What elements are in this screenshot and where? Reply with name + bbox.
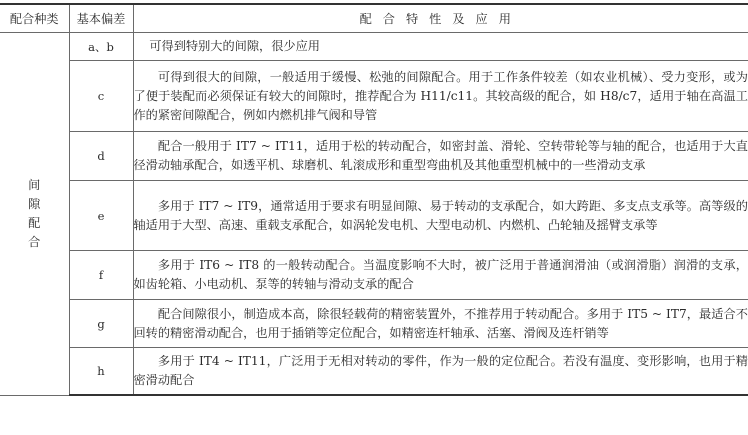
- header-basic-deviation: 基本偏差: [69, 4, 133, 33]
- description-text: 配合间隙很小，制造成本高，除很轻载荷的精密装置外，不推荐用于转动配合。多用于 IT5 ~ IT7，最适合不回转的精密滑动配合，也用于插销等定位配合，如精密连杆轴承、活塞、滑阀及连杆销等: [133, 306, 748, 340]
- fit-characteristics-table: [0, 3, 748, 396]
- table-row: [0, 132, 748, 181]
- deviation-cell: a、b: [69, 33, 133, 61]
- description-cell: [133, 300, 748, 348]
- table-row: [0, 300, 748, 348]
- description-cell: [133, 132, 748, 181]
- deviation-cell: f: [69, 251, 133, 300]
- deviation-cell: g: [69, 300, 133, 348]
- table-row: [0, 348, 748, 396]
- description-text: 多用于 IT6 ~ IT8 的一般转动配合。当温度影响不大时，被广泛用于普通润滑油（或润滑脂）润滑的支承，如齿轮箱、小电动机、泵等的转轴与滑动支承的配合: [133, 258, 748, 291]
- deviation-cell: e: [69, 181, 133, 251]
- description-cell: [133, 33, 748, 61]
- table-row: [0, 33, 748, 61]
- deviation-cell: d: [69, 132, 133, 181]
- deviation-cell: h: [69, 348, 133, 396]
- description-cell: [133, 251, 748, 300]
- table-row: [0, 181, 748, 251]
- description-text: 可得到很大的间隙，一般适用于缓慢、松弛的间隙配合。用于工作条件较差（如农业机械）、受力变形，或为了便于装配而必须保证有较大的间隙时，推荐配合为 H11/c11。其较高级的配合，如 H8/c7，适用于轴在高温工作的紧密间隙配合，例如内燃机排气阀和导管: [133, 69, 748, 122]
- table-row: [0, 251, 748, 300]
- fit-type-label: 间隙配合: [28, 177, 41, 249]
- description-cell: [133, 348, 748, 396]
- header-row: [0, 4, 748, 33]
- header-characteristics: 配合特性及应用: [133, 4, 748, 33]
- description-text: 可得到特别大的间隙，很少应用: [149, 39, 320, 53]
- description-cell: [133, 181, 748, 251]
- fit-type-cell: [0, 33, 69, 396]
- description-text: 多用于 IT7 ~ IT9，通常适用于要求有明显间隙、易于转动的支承配合，如大跨距、多支点支承等。高等级的轴适用于大型、高速、重载支承配合，如涡轮发电机、大型电动机、内燃机、凸轮轴及摇臂支承等: [133, 198, 748, 232]
- deviation-cell: c: [69, 61, 133, 132]
- description-text: 配合一般用于 IT7 ~ IT11，适用于松的转动配合，如密封盖、滑轮、空转带轮等与轴的配合，也适用于大直径滑动轴承配合，如透平机、球磨机、轧滚成形和重型弯曲机及其他重型机械中的一些滑动支承: [133, 139, 748, 172]
- header-fit-type: 配合种类: [0, 4, 69, 33]
- description-cell: [133, 61, 748, 132]
- table-row: [0, 61, 748, 132]
- description-text: 多用于 IT4 ~ IT11，广泛用于无相对转动的零件，作为一般的定位配合。若没有温度、变形影响，也用于精密滑动配合: [133, 354, 748, 387]
